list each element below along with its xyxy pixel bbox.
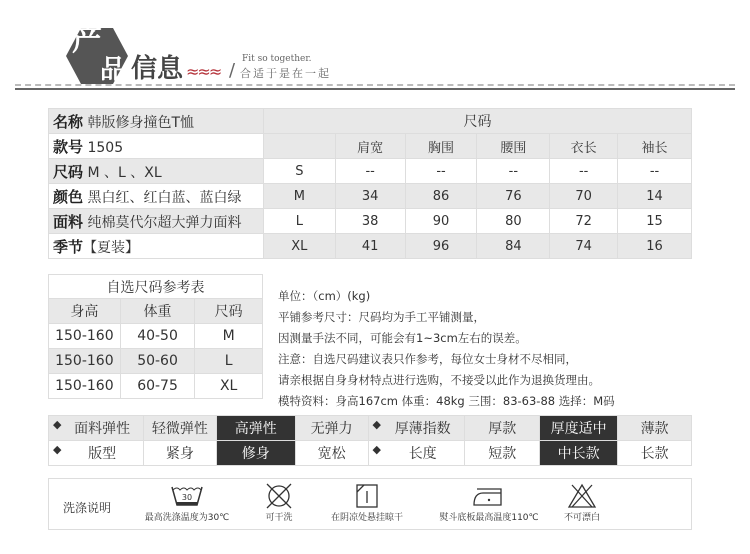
solid-divider: [15, 88, 735, 90]
column-header: 体重: [120, 299, 195, 324]
attribute-row: [49, 416, 692, 441]
title-text: 信息: [131, 54, 184, 84]
cell: 34: [335, 184, 405, 209]
cell: L: [263, 209, 335, 234]
diamond-icon: ◆: [372, 443, 381, 456]
table-row: [49, 374, 263, 399]
attribute-option-selected: 高弹性: [216, 416, 295, 441]
table-row: [49, 234, 692, 259]
column-header: 胸围: [405, 134, 477, 159]
cell: 72: [550, 209, 618, 234]
size-table-title: 尺码: [263, 109, 691, 134]
column-header: 肩宽: [335, 134, 405, 159]
ref-table-title: 自选尺码参考表: [49, 275, 263, 299]
note-line: 注意：自选尺码建议表只作参考，每位女士身材不尽相同，: [278, 352, 577, 366]
cell: 74: [550, 234, 618, 259]
svg-text:30: 30: [181, 493, 193, 502]
cell: M: [195, 324, 263, 349]
note-line: 单位：（cm）(kg): [278, 289, 371, 303]
cell: 86: [405, 184, 477, 209]
cell: 60-75: [120, 374, 195, 399]
info-row: 名称 韩版修身撞色T恤: [49, 109, 264, 134]
wash-label: 洗涤说明: [63, 501, 112, 515]
attributes-table: [48, 415, 692, 466]
attribute-option: 厚款: [465, 416, 540, 441]
attribute-option-selected: 中长款: [540, 441, 618, 466]
slogan-en: Fit so together.: [242, 54, 312, 64]
slash-decoration: /: [229, 60, 236, 81]
table-row: [49, 159, 692, 184]
cell: 90: [405, 209, 477, 234]
attribute-label: ◆ 版型: [49, 441, 144, 466]
hang-dry-shade-icon: [354, 483, 380, 509]
table-row: [49, 349, 263, 374]
cell: --: [618, 159, 692, 184]
wave-decoration: ≈≈≈: [186, 62, 221, 81]
wash-item: 可干洗: [257, 483, 301, 524]
attribute-option: 短款: [465, 441, 540, 466]
cell: XL: [263, 234, 335, 259]
cell: 84: [477, 234, 550, 259]
info-row: 季节【夏装】: [49, 234, 264, 259]
info-row: 款号 1505: [49, 134, 264, 159]
wash-item: 熨斗底板最高温度110℃: [427, 483, 551, 524]
cell: 80: [477, 209, 550, 234]
attribute-option: 宽松: [295, 441, 368, 466]
note-line: 请亲根据自身身材特点进行选购，不接受以此作为退换货理由。: [278, 373, 600, 387]
cell: 15: [618, 209, 692, 234]
table-row: [49, 184, 692, 209]
cell: 38: [335, 209, 405, 234]
cell: L: [195, 349, 263, 374]
product-size-table: [48, 108, 692, 259]
cell: 70: [550, 184, 618, 209]
cell: XL: [195, 374, 263, 399]
table-row: [49, 324, 263, 349]
size-reference-table: [48, 274, 263, 399]
washing-instructions: [48, 478, 692, 530]
column-header: [263, 134, 335, 159]
attribute-option: 紧身: [143, 441, 216, 466]
cell: 150-160: [49, 374, 121, 399]
measurement-notes: [278, 286, 615, 412]
cell: 14: [618, 184, 692, 209]
table-row: [49, 209, 692, 234]
cell: 41: [335, 234, 405, 259]
diamond-icon: ◆: [372, 418, 381, 431]
info-row: 尺码 M 、L 、XL: [49, 159, 264, 184]
cell: --: [405, 159, 477, 184]
wash-item: 不可漂白: [557, 483, 607, 524]
attribute-option: 无弹力: [295, 416, 368, 441]
title-char-2: 品: [100, 55, 127, 85]
wash-30-icon: [170, 483, 204, 509]
attribute-option-selected: 修身: [216, 441, 295, 466]
cell: --: [335, 159, 405, 184]
wash-item: 30 最高洗涤温度为30℃: [131, 483, 243, 524]
attribute-option: 长款: [618, 441, 692, 466]
cell: 40-50: [120, 324, 195, 349]
cell: M: [263, 184, 335, 209]
attribute-row: [49, 441, 692, 466]
cell: 96: [405, 234, 477, 259]
iron-icon: [471, 483, 507, 509]
cell: --: [477, 159, 550, 184]
attribute-option-selected: 厚度适中: [540, 416, 618, 441]
cell: --: [550, 159, 618, 184]
column-header: 腰围: [477, 134, 550, 159]
column-header: 衣长: [550, 134, 618, 159]
cell: 50-60: [120, 349, 195, 374]
cell: 150-160: [49, 349, 121, 374]
info-row: 面料 纯棉莫代尔超大弹力面料: [49, 209, 264, 234]
note-line: 模特资料：身高167cm 体重：48kg 三围：83-63-88 选择：M码: [278, 394, 615, 408]
attribute-label: ◆ 长度: [368, 441, 465, 466]
title-char-1: 产: [72, 23, 102, 58]
cell: S: [263, 159, 335, 184]
attribute-option: 轻微弹性: [143, 416, 216, 441]
cell: 76: [477, 184, 550, 209]
wash-item: 在阴凉处悬挂晾干: [319, 483, 415, 524]
no-bleach-icon: [567, 483, 597, 509]
column-header: 身高: [49, 299, 121, 324]
attribute-option: 薄款: [618, 416, 692, 441]
column-header: 尺码: [195, 299, 263, 324]
cell: 150-160: [49, 324, 121, 349]
attribute-label: ◆ 面料弹性: [49, 416, 144, 441]
slogan-cn: 合适于是在一起: [240, 67, 331, 80]
dry-clean-icon: [264, 483, 294, 509]
column-header: 袖长: [618, 134, 692, 159]
diamond-icon: ◆: [53, 418, 62, 431]
cell: 16: [618, 234, 692, 259]
note-line: 平铺参考尺寸：尺码均为手工平铺测量，: [278, 310, 485, 324]
diamond-icon: ◆: [53, 443, 62, 456]
info-row: 颜色 黑白红、红白蓝、蓝白绿: [49, 184, 264, 209]
note-line: 因测量手法不同，可能会有1~3cm左右的误差。: [278, 331, 527, 345]
attribute-label: ◆ 厚薄指数: [368, 416, 465, 441]
